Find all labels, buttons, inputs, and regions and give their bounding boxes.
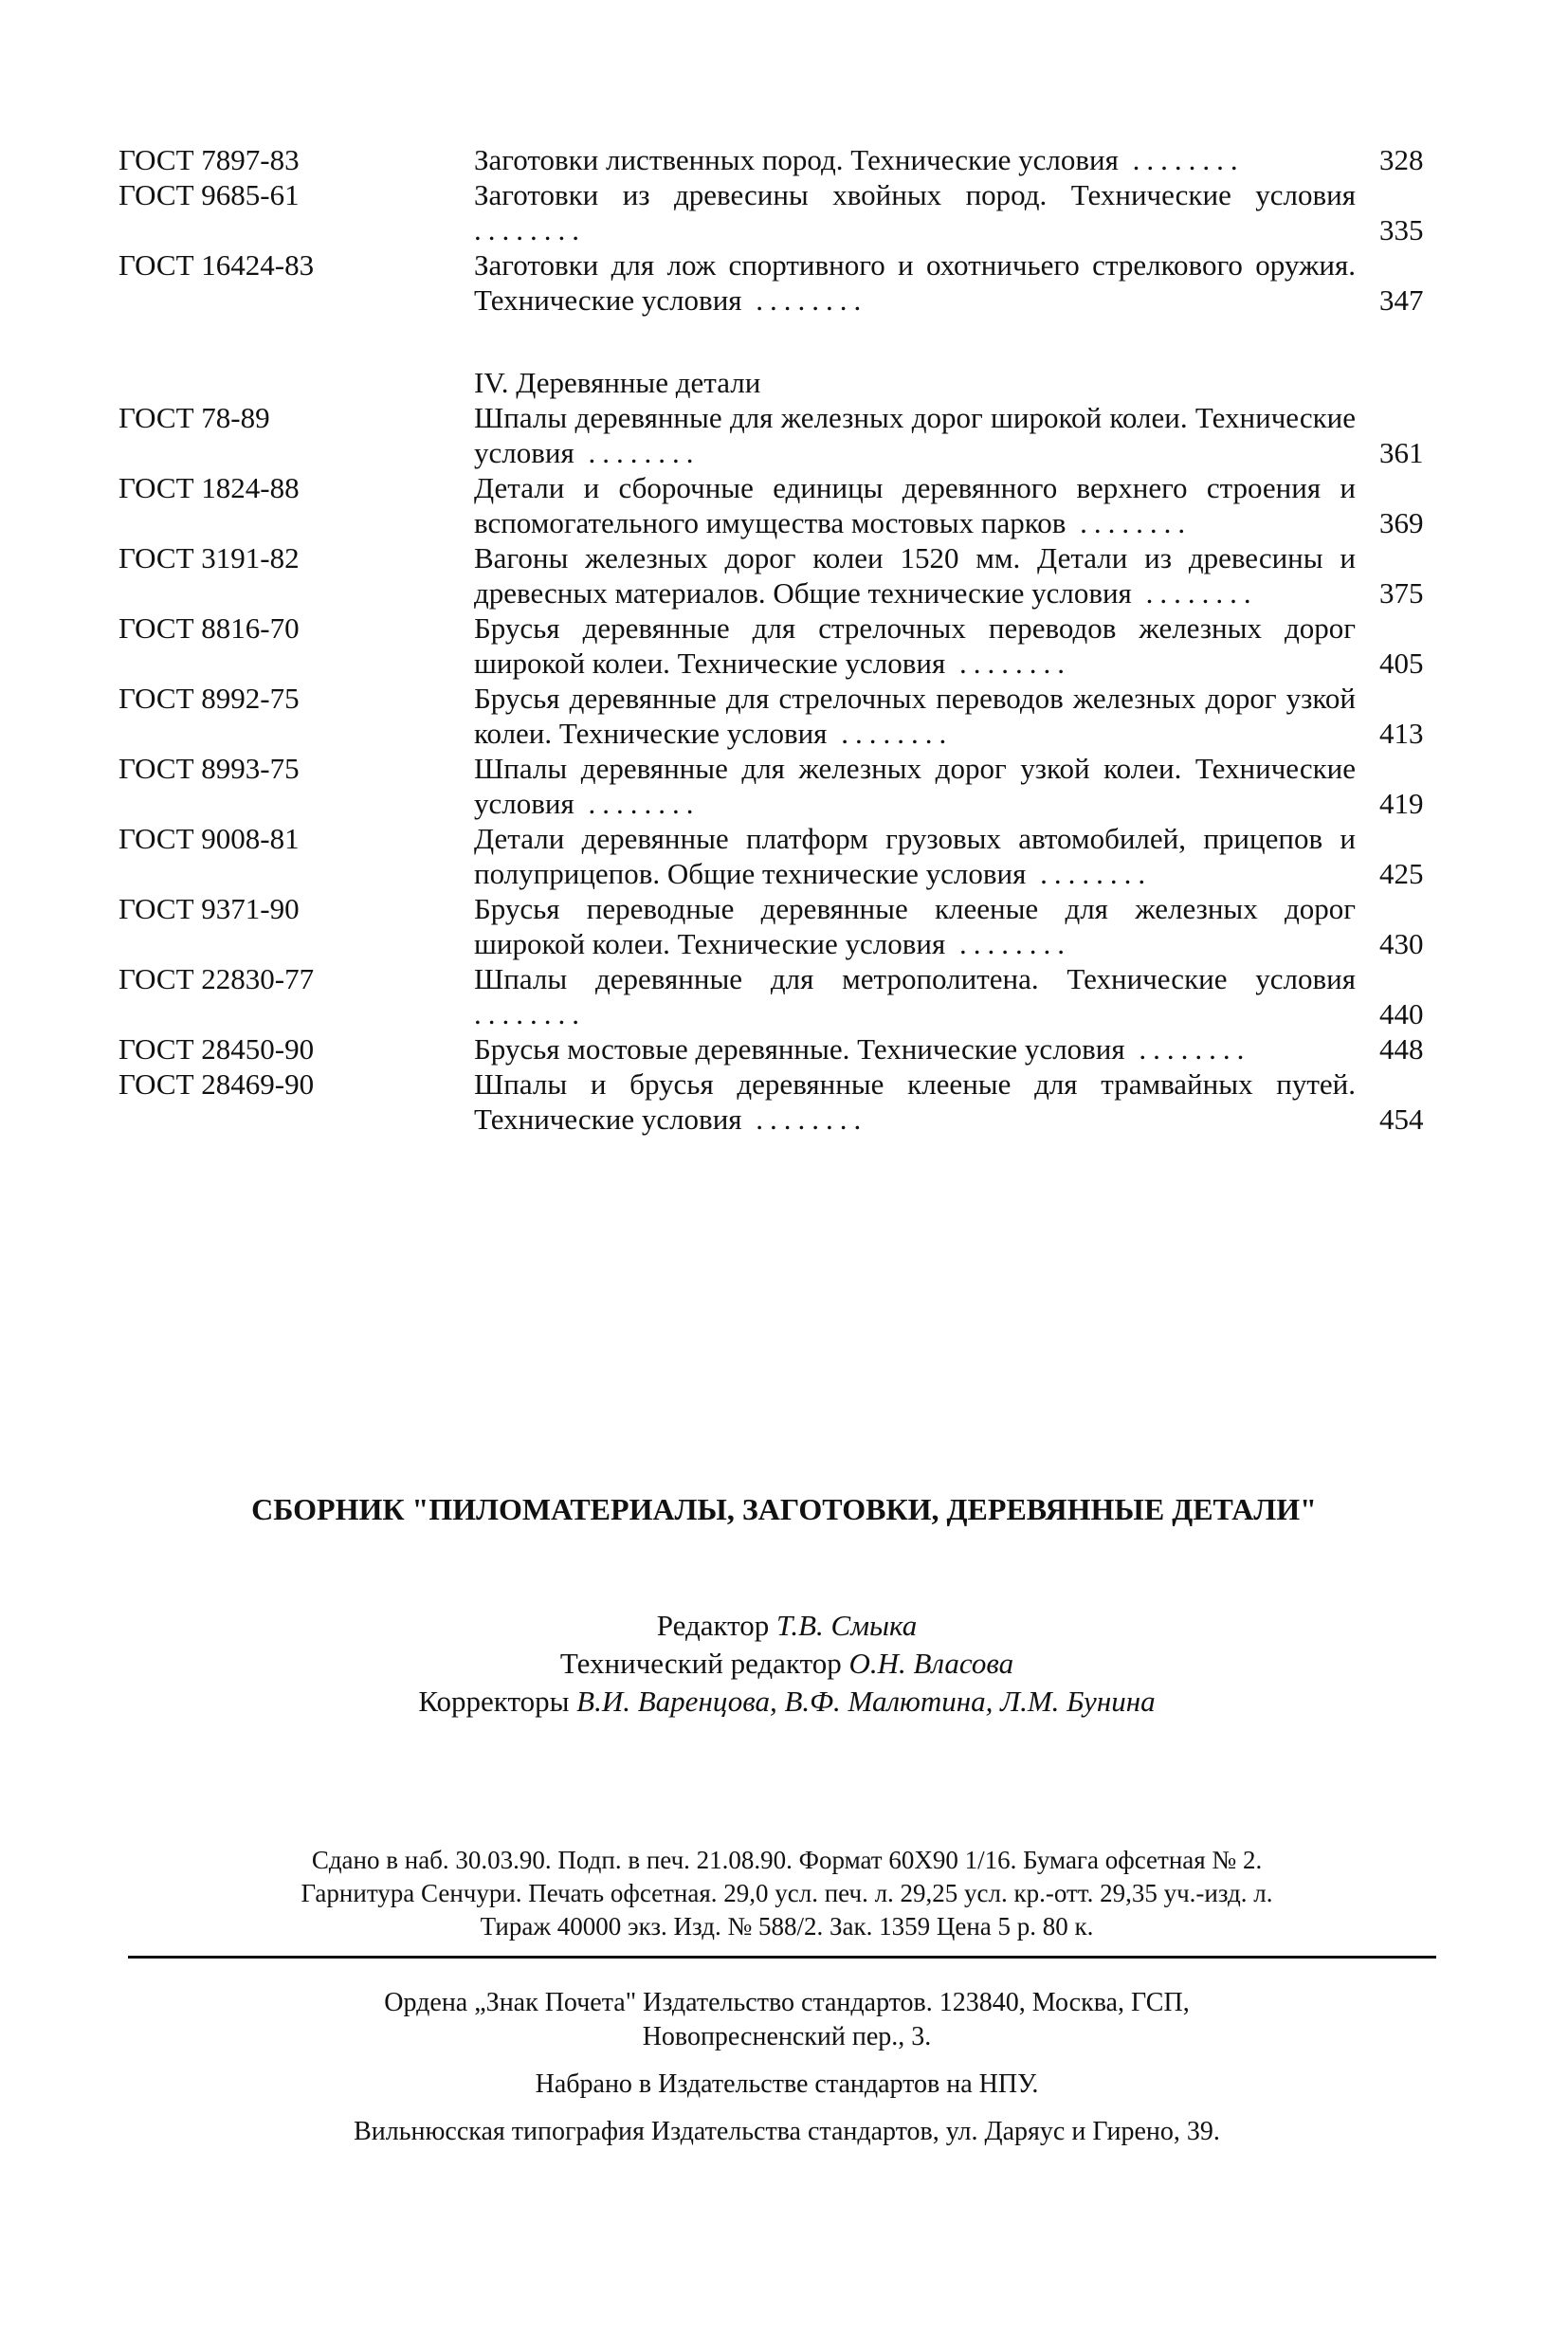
page-number: 419 bbox=[1379, 787, 1424, 820]
dot-leader: ........ bbox=[741, 1103, 868, 1136]
toc-entry bbox=[119, 751, 1446, 821]
gost-code: ГОСТ 8992-75 bbox=[119, 682, 300, 715]
gost-code: ГОСТ 9008-81 bbox=[119, 822, 300, 855]
standard-title-text: Заготовки для лож спортивного и охотничьего стрелкового оружия. Технические условия bbox=[474, 248, 1356, 317]
collection-heading: СБОРНИК "ПИЛОМАТЕРИАЛЫ, ЗАГОТОВКИ, ДЕРЕВЯННЫЕ ДЕТАЛИ" bbox=[251, 1492, 1317, 1526]
toc-entry bbox=[119, 1066, 1446, 1137]
tech-editor-name: О.Н. Власова bbox=[848, 1647, 1014, 1680]
toc-entry bbox=[119, 247, 1446, 318]
standard-title bbox=[474, 540, 1356, 611]
editor-name: Т.В. Смыка bbox=[776, 1609, 918, 1642]
toc-entry bbox=[119, 821, 1446, 891]
dot-leader: ........ bbox=[1124, 1032, 1251, 1066]
toc-group-wooden-parts bbox=[119, 400, 1446, 1137]
page-number: 413 bbox=[1379, 717, 1424, 750]
toc-entry bbox=[119, 177, 1446, 247]
gost-code: ГОСТ 78-89 bbox=[119, 401, 270, 434]
gost-code: ГОСТ 8993-75 bbox=[119, 752, 300, 785]
publisher-line-1: Ордена „Знак Почета" Издательство стандартов. 123840, Москва, ГСП, bbox=[384, 1988, 1190, 2017]
publisher-line-4: Вильнюсская типография Издательства стандартов, ул. Даряус и Гирено, 39. bbox=[354, 2117, 1220, 2146]
tech-editor-label: Технический редактор bbox=[559, 1647, 842, 1680]
standard-title-text: Детали деревянные платформ грузовых автомобилей, прицепов и полуприцепов. Общие технические условия bbox=[474, 822, 1356, 890]
page-number: 448 bbox=[1379, 1032, 1424, 1066]
standard-title-text: Шпалы деревянные для метрополитена. Технические условия bbox=[474, 962, 1356, 995]
dot-leader: ........ bbox=[574, 787, 701, 820]
page-number: 425 bbox=[1379, 857, 1424, 890]
page-number: 430 bbox=[1379, 927, 1424, 960]
gost-code: ГОСТ 28469-90 bbox=[119, 1067, 315, 1101]
dot-leader: ........ bbox=[474, 997, 586, 1030]
dot-leader: ........ bbox=[741, 283, 868, 317]
page-number: 347 bbox=[1379, 283, 1424, 317]
standard-title bbox=[474, 177, 1356, 247]
dot-leader: ........ bbox=[474, 213, 586, 246]
publisher-line-2: Новопресненский пер., 3. bbox=[642, 2022, 932, 2051]
toc-entry bbox=[119, 470, 1446, 540]
gost-code: ГОСТ 16424-83 bbox=[119, 248, 315, 282]
dot-leader: ........ bbox=[1026, 857, 1153, 890]
gost-code: ГОСТ 7897-83 bbox=[119, 143, 300, 176]
standard-title-text: Заготовки лиственных пород. Технические условия bbox=[474, 143, 1119, 176]
gost-code: ГОСТ 8816-70 bbox=[119, 611, 300, 645]
page-number: 335 bbox=[1379, 213, 1424, 246]
dot-leader: ........ bbox=[1118, 143, 1245, 176]
dot-leader: ........ bbox=[1131, 576, 1258, 610]
gost-code: ГОСТ 28450-90 bbox=[119, 1032, 315, 1066]
editor-label: Редактор bbox=[656, 1609, 770, 1642]
standard-title bbox=[474, 891, 1356, 961]
print-info-line-1: Сдано в наб. 30.03.90. Подп. в печ. 21.08.90. Формат 60X90 1/16. Бумага офсетная № 2. bbox=[311, 1846, 1263, 1874]
toc-entry bbox=[119, 611, 1446, 681]
standard-title-text: Детали и сборочные единицы деревянного верхнего строения и вспомогательного имущества мостовых парков bbox=[474, 471, 1356, 539]
print-info-line-3: Тираж 40000 экз. Изд. № 588/2. Зак. 1359 Цена 5 р. 80 к. bbox=[480, 1912, 1094, 1941]
proofreaders-names: В.И. Варенцова, В.Ф. Малютина, Л.М. Бунина bbox=[576, 1685, 1156, 1718]
dot-leader: ........ bbox=[1066, 506, 1193, 539]
editor-credit bbox=[313, 1607, 1261, 1645]
table-of-contents bbox=[119, 142, 1446, 1137]
standard-title bbox=[474, 821, 1356, 891]
print-info-line-2: Гарнитура Сенчури. Печать офсетная. 29,0 усл. печ. л. 29,25 усл. кр.-отт. 29,35 уч.-изд. л. bbox=[301, 1879, 1273, 1907]
section-title: IV. Деревянные детали bbox=[474, 366, 761, 399]
standard-title bbox=[474, 681, 1356, 751]
page-number: 405 bbox=[1379, 647, 1424, 680]
standard-title-text: Шпалы деревянные для железных дорог узкой колеи. Технические условия bbox=[474, 752, 1356, 820]
standard-title bbox=[474, 1066, 1356, 1137]
standard-title-text: Брусья деревянные для стрелочных переводов железных дорог широкой колеи. Технические условия bbox=[474, 611, 1356, 680]
standard-title-text: Шпалы и брусья деревянные клееные для трамвайных путей. Технические условия bbox=[474, 1067, 1356, 1136]
page-number: 454 bbox=[1379, 1103, 1424, 1136]
gost-code: ГОСТ 22830-77 bbox=[119, 962, 315, 995]
toc-entry bbox=[119, 1031, 1446, 1066]
standard-title bbox=[474, 142, 1356, 177]
standard-title bbox=[474, 400, 1356, 470]
divider-rule bbox=[128, 1956, 1436, 1959]
toc-entry bbox=[119, 142, 1446, 177]
toc-entry bbox=[119, 681, 1446, 751]
proofreaders-label: Корректоры bbox=[418, 1685, 570, 1718]
gost-code: ГОСТ 3191-82 bbox=[119, 541, 300, 574]
dot-leader: ........ bbox=[827, 717, 954, 750]
standard-title-text: Заготовки из древесины хвойных пород. Технические условия bbox=[474, 178, 1356, 211]
credits bbox=[313, 1607, 1261, 1721]
standard-title bbox=[474, 247, 1356, 318]
toc-entry bbox=[119, 540, 1446, 611]
toc-entry bbox=[119, 961, 1446, 1031]
standard-title bbox=[474, 751, 1356, 821]
toc-entry bbox=[119, 891, 1446, 961]
standard-title-text: Вагоны железных дорог колеи 1520 мм. Детали из древесины и древесных материалов. Общие технические условия bbox=[474, 541, 1356, 610]
standard-title-text: Шпалы деревянные для железных дорог широкой колеи. Технические условия bbox=[474, 401, 1356, 469]
standard-title bbox=[474, 470, 1356, 540]
publisher-info bbox=[123, 1986, 1450, 2162]
gost-code: ГОСТ 1824-88 bbox=[119, 471, 300, 504]
page-number: 369 bbox=[1379, 506, 1424, 539]
dot-leader: ........ bbox=[574, 436, 701, 469]
toc-entry bbox=[119, 400, 1446, 470]
standard-title bbox=[474, 961, 1356, 1031]
tech-editor-credit bbox=[313, 1645, 1261, 1683]
page-number: 440 bbox=[1379, 997, 1424, 1030]
page-number: 375 bbox=[1379, 576, 1424, 610]
proofreaders-credit bbox=[313, 1683, 1261, 1721]
standard-title bbox=[474, 611, 1356, 681]
dot-leader: ........ bbox=[945, 927, 1071, 960]
standard-title-text: Брусья переводные деревянные клееные для железных дорог широкой колеи. Технические условия bbox=[474, 892, 1356, 960]
standard-title bbox=[474, 1031, 1356, 1066]
toc-group-blanks bbox=[119, 142, 1446, 318]
page-number: 328 bbox=[1379, 143, 1424, 176]
page-number: 361 bbox=[1379, 436, 1424, 469]
publisher-line-3: Набрано в Издательстве стандартов на НПУ. bbox=[535, 2069, 1039, 2099]
print-info bbox=[123, 1844, 1450, 1943]
gost-code: ГОСТ 9685-61 bbox=[119, 178, 300, 211]
dot-leader: ........ bbox=[945, 647, 1071, 680]
standard-title-text: Брусья мостовые деревянные. Технические условия bbox=[474, 1032, 1125, 1066]
standard-title-text: Брусья деревянные для стрелочных переводов железных дорог узкой колеи. Технические условия bbox=[474, 682, 1356, 750]
gost-code: ГОСТ 9371-90 bbox=[119, 892, 300, 925]
